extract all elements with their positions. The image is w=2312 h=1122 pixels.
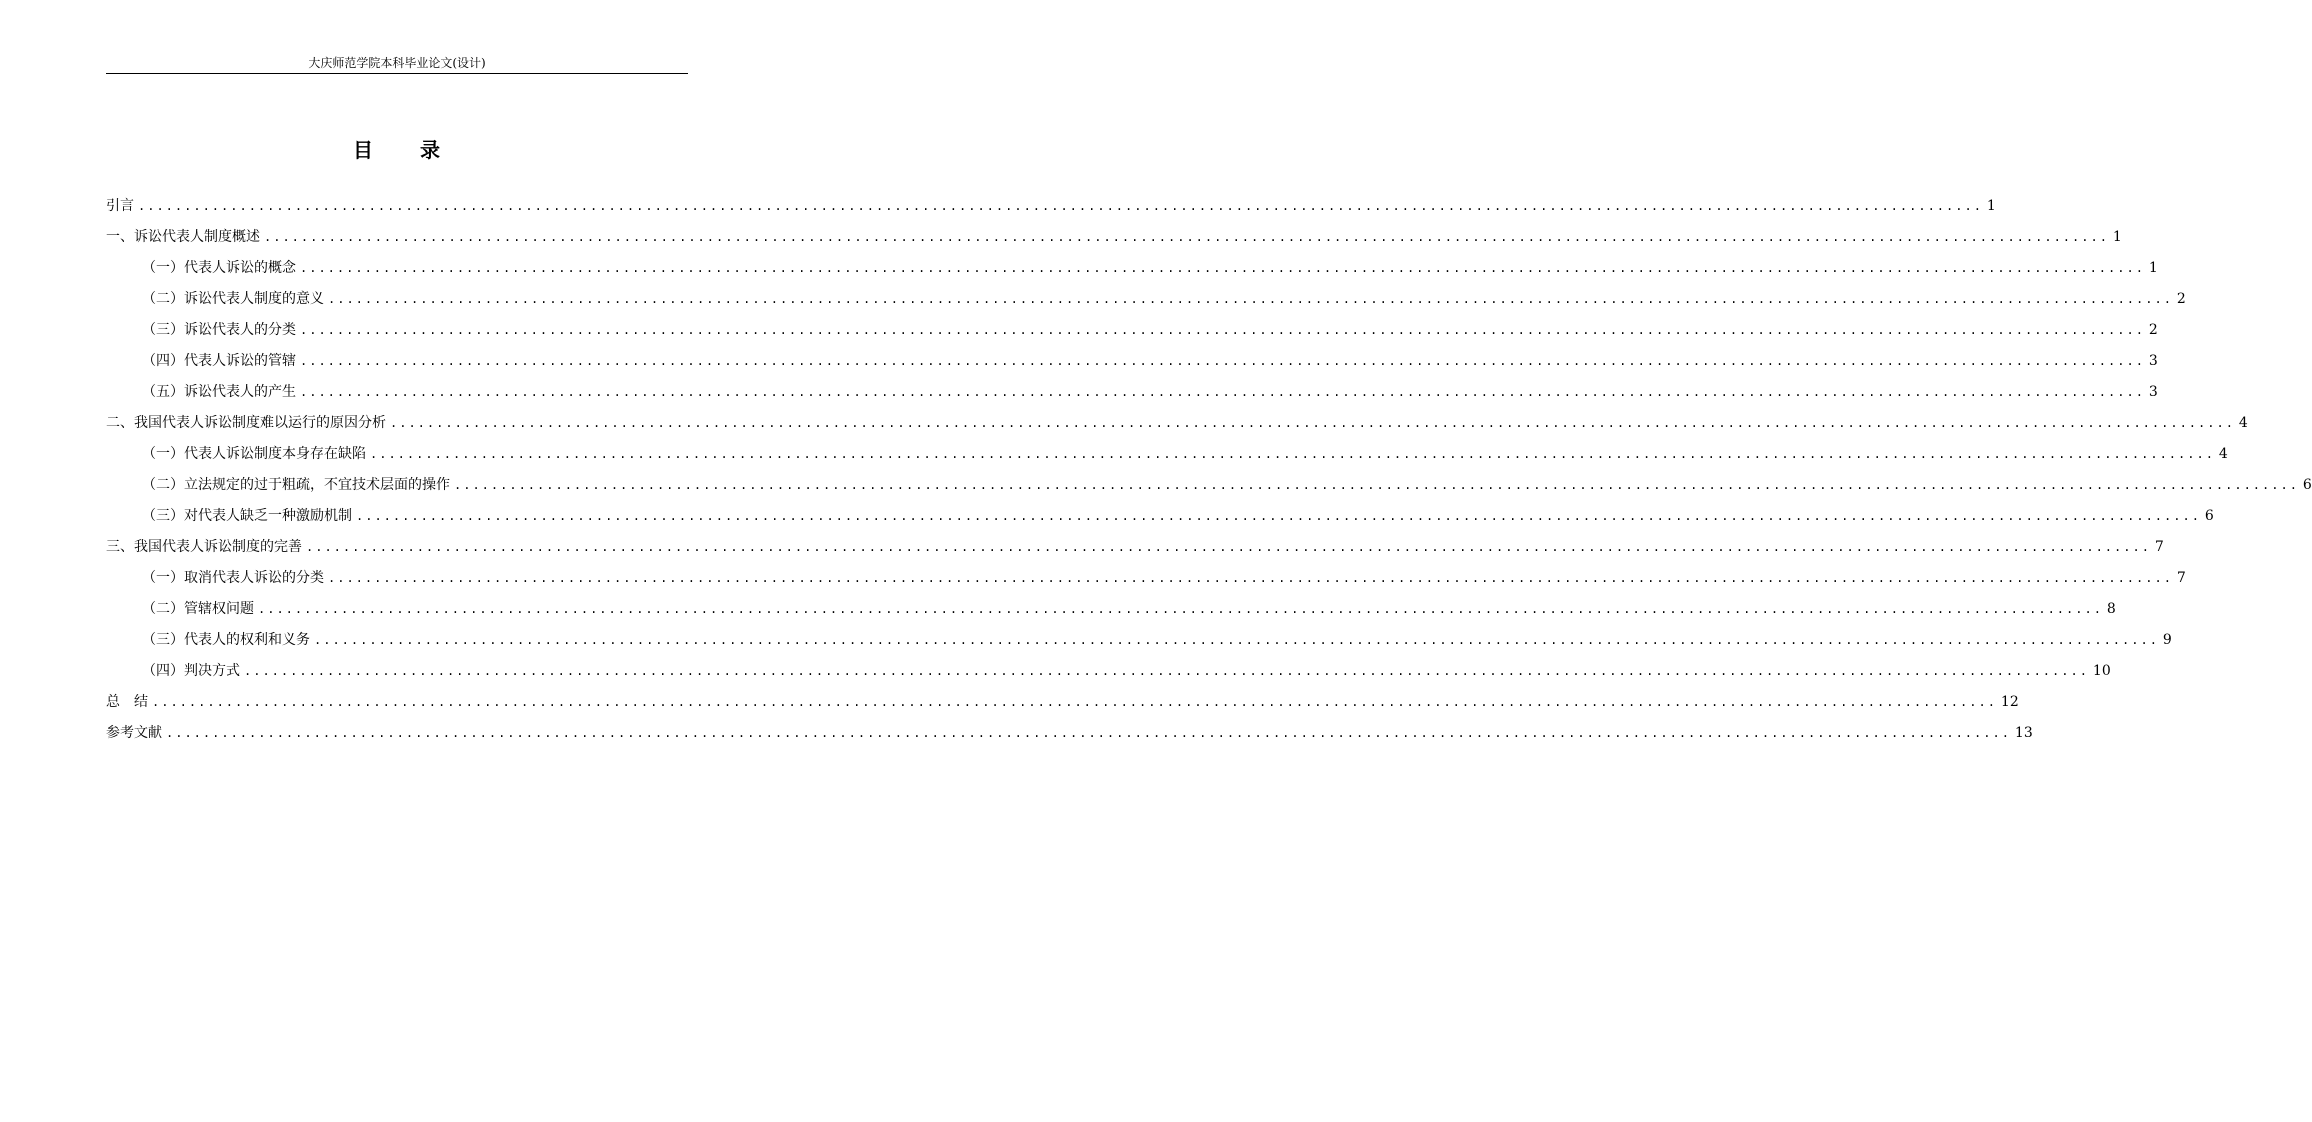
toc-entry-page-number: 6: [2302, 477, 2312, 493]
toc-entry[interactable]: [106, 225, 2122, 256]
toc-entry-label: （三）代表人的权利和义务: [142, 632, 310, 648]
toc-dot-leader: ........................................................................................................................................................................................................: [152, 695, 1997, 709]
toc-entry-label: 参考文献: [106, 725, 162, 741]
toc-entry[interactable]: [106, 473, 2312, 504]
toc-entry[interactable]: [106, 597, 2116, 628]
toc-dot-leader: ........................................................................................................................................................................................................: [300, 261, 2145, 275]
toc-entry-page-number: 2: [2176, 291, 2186, 307]
toc-dot-leader: ........................................................................................................................................................................................................: [328, 571, 2173, 585]
toc-entry-page-number: 13: [2014, 725, 2033, 741]
toc-entry-label: 一、诉讼代表人制度概述: [106, 229, 260, 245]
toc-entry-page-number: 10: [2092, 663, 2111, 679]
toc-entry-page-number: 3: [2148, 353, 2158, 369]
toc-entry-label: （一）代表人诉讼制度本身存在缺陷: [142, 446, 366, 462]
toc-entry-label: （五）诉讼代表人的产生: [142, 384, 296, 400]
toc-dot-leader: ........................................................................................................................................................................................................: [244, 664, 2089, 678]
toc-dot-leader: ........................................................................................................................................................................................................: [314, 633, 2159, 647]
toc-dot-leader: ........................................................................................................................................................................................................: [300, 323, 2145, 337]
toc-entry-label: 引言: [106, 198, 134, 214]
toc-entry[interactable]: [106, 628, 2172, 659]
toc-entry-label: 总 结: [106, 694, 148, 710]
toc-entry-label: （二）诉讼代表人制度的意义: [142, 291, 324, 307]
toc-dot-leader: ........................................................................................................................................................................................................: [264, 230, 2109, 244]
toc-entry-page-number: 6: [2204, 508, 2214, 524]
toc-entry-page-number: 1: [1986, 198, 1996, 214]
toc-entry[interactable]: [106, 287, 2186, 318]
toc-entry-page-number: 1: [2112, 229, 2122, 245]
header-rule: [106, 73, 688, 74]
toc-entry[interactable]: [106, 349, 2158, 380]
toc-entry[interactable]: [106, 194, 1996, 225]
toc-entry[interactable]: [106, 504, 2214, 535]
toc-dot-leader: ........................................................................................................................................................................................................: [390, 416, 2235, 430]
toc-entry-page-number: 12: [2000, 694, 2019, 710]
toc-dot-leader: ........................................................................................................................................................................................................: [258, 602, 2103, 616]
table-of-contents: [106, 194, 2312, 752]
toc-entry-label: （二）立法规定的过于粗疏，不宜技术层面的操作: [142, 477, 450, 493]
toc-entry[interactable]: [106, 411, 2248, 442]
toc-entry-page-number: 1: [2148, 260, 2158, 276]
toc-entry-label: （四）判决方式: [142, 663, 240, 679]
toc-entry-page-number: 2: [2148, 322, 2158, 338]
toc-dot-leader: ........................................................................................................................................................................................................: [370, 447, 2215, 461]
toc-entry-label: 二、我国代表人诉讼制度难以运行的原因分析: [106, 415, 386, 431]
toc-entry-page-number: 9: [2162, 632, 2172, 648]
toc-entry[interactable]: [106, 690, 2019, 721]
toc-entry[interactable]: [106, 659, 2111, 690]
toc-entry[interactable]: [106, 566, 2186, 597]
toc-dot-leader: ........................................................................................................................................................................................................: [300, 354, 2145, 368]
toc-dot-leader: ........................................................................................................................................................................................................: [166, 726, 2011, 740]
toc-entry[interactable]: [106, 318, 2158, 349]
toc-entry-page-number: 8: [2106, 601, 2116, 617]
toc-dot-leader: ........................................................................................................................................................................................................: [138, 199, 1983, 213]
toc-entry-label: 三、我国代表人诉讼制度的完善: [106, 539, 302, 555]
toc-entry-label: （二）管辖权问题: [142, 601, 254, 617]
toc-entry-label: （一）取消代表人诉讼的分类: [142, 570, 324, 586]
toc-entry[interactable]: [106, 256, 2158, 287]
toc-entry-label: （三）诉讼代表人的分类: [142, 322, 296, 338]
toc-entry-page-number: 3: [2148, 384, 2158, 400]
toc-entry-page-number: 7: [2154, 539, 2164, 555]
toc-dot-leader: ........................................................................................................................................................................................................: [306, 540, 2151, 554]
toc-title: 目 录: [353, 138, 460, 162]
toc-entry-label: （四）代表人诉讼的管辖: [142, 353, 296, 369]
toc-dot-leader: ........................................................................................................................................................................................................: [328, 292, 2173, 306]
toc-entry-label: （三）对代表人缺乏一种激励机制: [142, 508, 352, 524]
toc-entry-page-number: 7: [2176, 570, 2186, 586]
toc-entry-label: （一）代表人诉讼的概念: [142, 260, 296, 276]
toc-entry[interactable]: [106, 380, 2158, 411]
toc-dot-leader: ........................................................................................................................................................................................................: [300, 385, 2145, 399]
toc-entry-page-number: 4: [2218, 446, 2228, 462]
toc-entry[interactable]: [106, 442, 2228, 473]
toc-entry[interactable]: [106, 535, 2164, 566]
toc-dot-leader: ........................................................................................................................................................................................................: [454, 478, 2299, 492]
toc-dot-leader: ........................................................................................................................................................................................................: [356, 509, 2201, 523]
running-header: 大庆师范学院本科毕业论文(设计): [308, 56, 486, 70]
toc-entry-page-number: 4: [2238, 415, 2248, 431]
toc-entry[interactable]: [106, 721, 2033, 752]
